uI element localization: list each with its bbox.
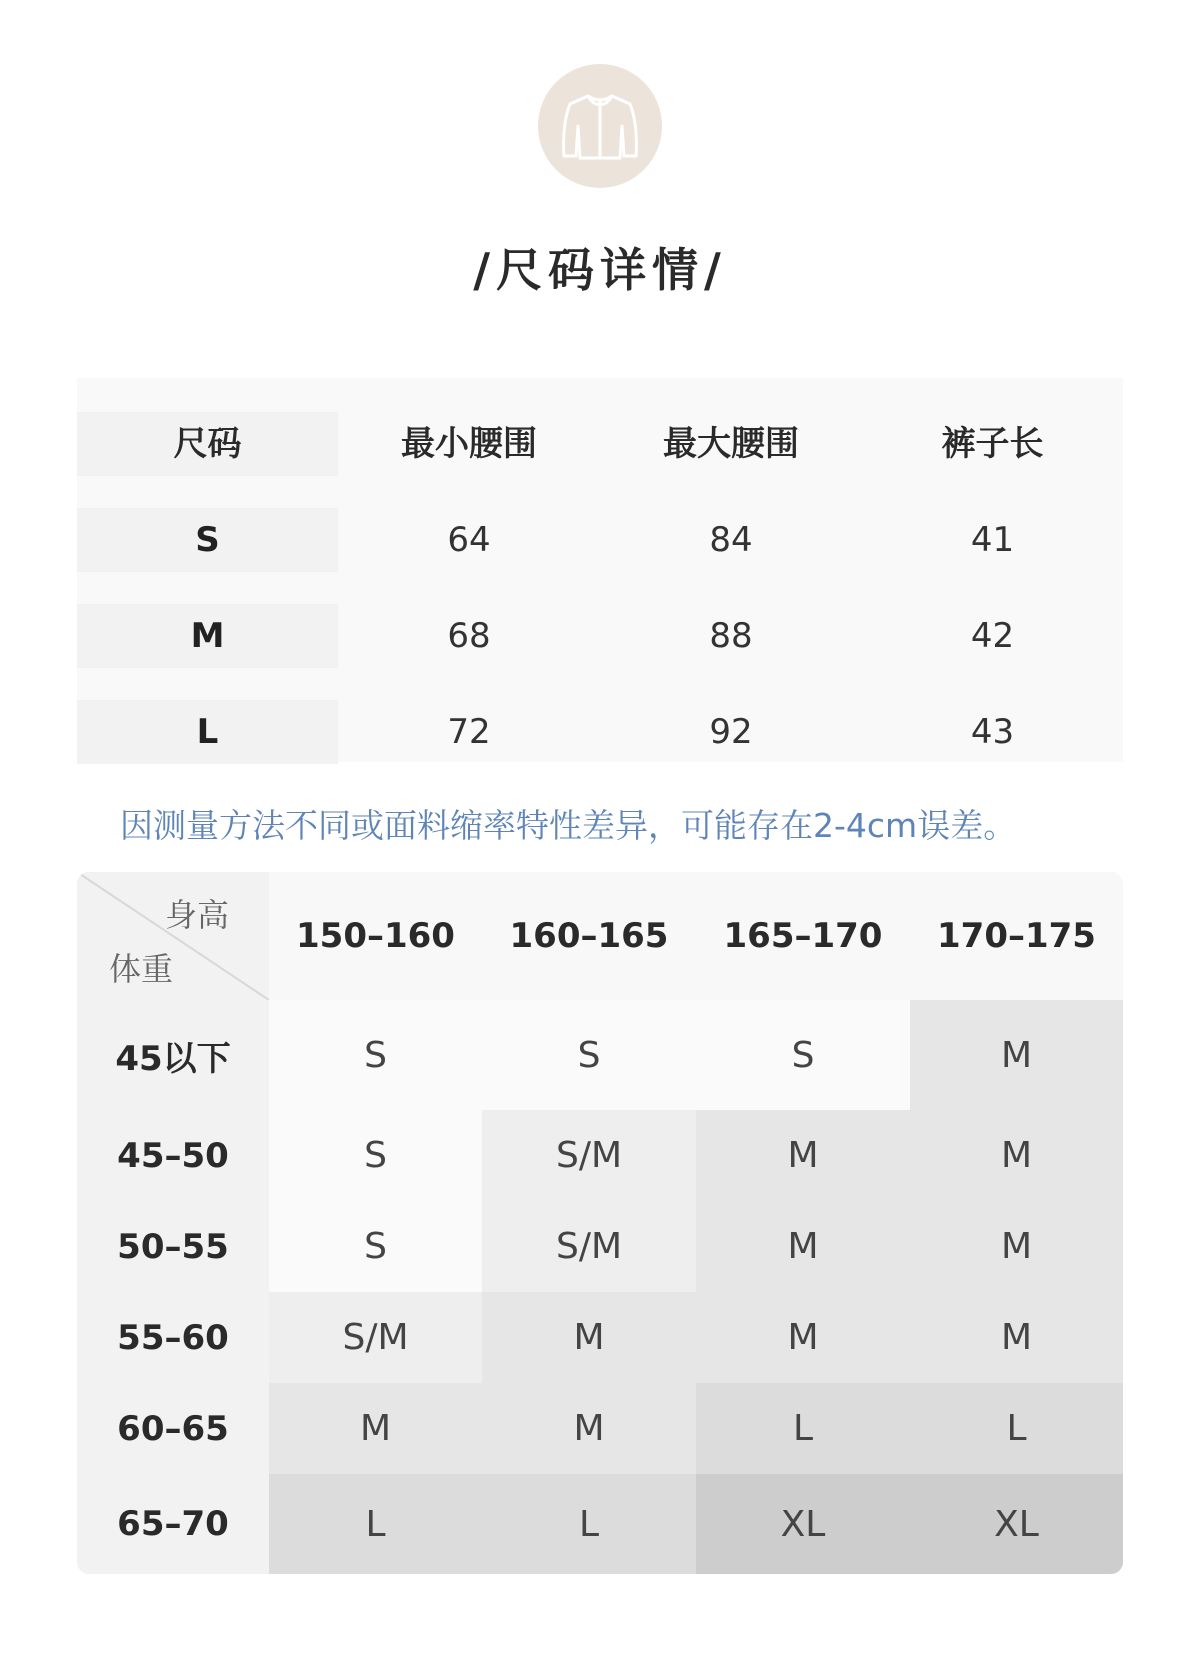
size-cell: S/M [269, 1292, 482, 1383]
size-cell: S/M [482, 1201, 696, 1292]
size-cell: S [696, 1000, 910, 1110]
weight-label: 45以下 [77, 1000, 269, 1110]
size-cell: XL [696, 1474, 910, 1574]
max-waist-value: 92 [709, 712, 753, 752]
header-min-waist: 最小腰围 [401, 424, 537, 464]
size-cell: L [269, 1474, 482, 1574]
size-cell: L [696, 1383, 910, 1474]
height-header: 150–160 [296, 916, 455, 956]
header-pants-length: 裤子长 [941, 424, 1044, 464]
size-cell: M [910, 1201, 1123, 1292]
size-cell: S [269, 1201, 482, 1292]
size-cell: M [696, 1201, 910, 1292]
height-header: 160–165 [509, 916, 669, 956]
min-waist-value: 72 [447, 712, 491, 752]
height-header: 165–170 [723, 916, 883, 956]
pants-length-value: 42 [970, 616, 1015, 656]
height-header: 170–175 [937, 916, 1096, 956]
weight-label: 55–60 [77, 1292, 269, 1383]
pants-length-value: 41 [970, 520, 1015, 560]
corner-weight-label: 体重 [109, 950, 174, 988]
size-cell: L [910, 1383, 1123, 1474]
weight-label: 60–65 [77, 1383, 269, 1474]
size-cell: M [482, 1383, 696, 1474]
table-row [77, 700, 1123, 764]
size-cell: M [910, 1110, 1123, 1201]
table-row [77, 508, 1123, 572]
jacket-icon [538, 64, 662, 188]
weight-label: 50–55 [77, 1201, 269, 1292]
size-cell: M [269, 1383, 482, 1474]
measurement-note: 因测量方法不同或面料缩率特性差异，可能存在2-4cm误差。 [120, 806, 1017, 845]
table-row [77, 604, 1123, 668]
size-cell: M [910, 1000, 1123, 1110]
size-cell: M [910, 1292, 1123, 1383]
size-label: M [77, 604, 338, 668]
size-table-header [77, 412, 1123, 476]
min-waist-value: 64 [447, 520, 491, 560]
size-cell: L [482, 1474, 696, 1574]
min-waist-value: 68 [447, 616, 491, 656]
weight-label: 45–50 [77, 1110, 269, 1201]
weight-label: 65–70 [77, 1474, 269, 1574]
size-cell: S [269, 1110, 482, 1201]
size-label: L [77, 700, 338, 764]
size-cell: M [696, 1110, 910, 1201]
max-waist-value: 84 [709, 520, 753, 560]
fit-table [77, 872, 1123, 1574]
header-size: 尺码 [77, 412, 338, 476]
size-cell: S [482, 1000, 696, 1110]
size-cell: M [482, 1292, 696, 1383]
max-waist-value: 88 [709, 616, 753, 656]
page-title: /尺码详情/ [473, 243, 727, 297]
corner-height-label: 身高 [165, 896, 230, 934]
header-max-waist: 最大腰围 [663, 424, 799, 464]
size-cell: M [696, 1292, 910, 1383]
corner-cell [77, 872, 269, 1000]
size-label: S [77, 508, 338, 572]
size-cell: XL [910, 1474, 1123, 1574]
size-cell: S [269, 1000, 482, 1110]
pants-length-value: 43 [970, 712, 1015, 752]
size-cell: S/M [482, 1110, 696, 1201]
size-table [77, 378, 1123, 762]
